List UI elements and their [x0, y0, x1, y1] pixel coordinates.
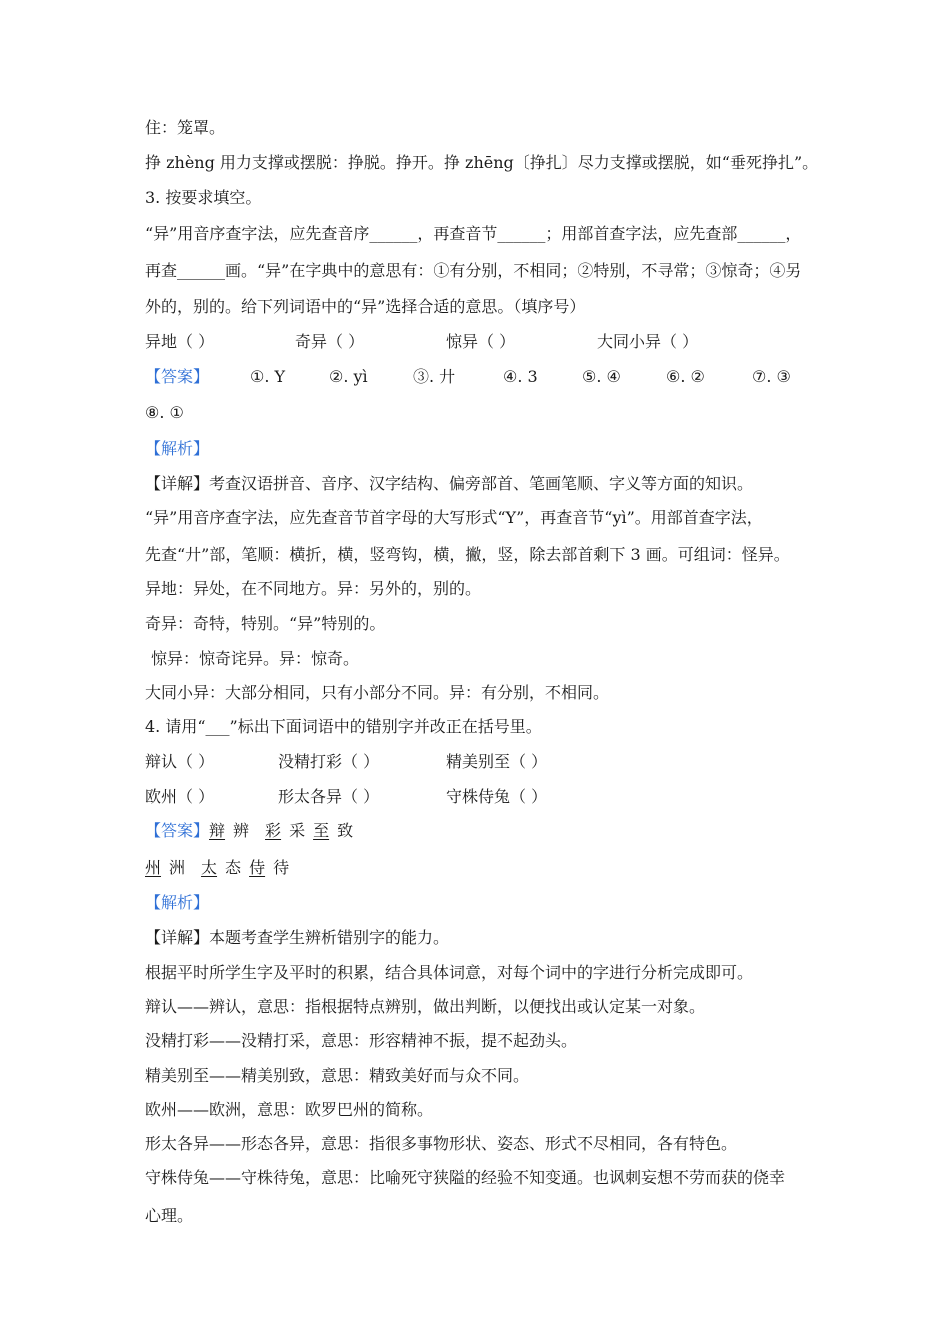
text-line: 辩认——辨认，意思：指根据特点辨别，做出判断，以便找出或认定某一对象。 — [145, 997, 706, 1016]
answer-item: ④. 3 — [503, 367, 538, 386]
text-line: 大同小异：大部分相同，只有小部分不同。异：有分别，不相同。 — [145, 683, 610, 702]
q4-word: 没精打彩（ ） — [278, 752, 380, 771]
text-line: 根据平时所学生字及平时的积累，结合具体词意，对每个词中的字进行分析完成即可。 — [145, 963, 754, 982]
analysis-tag: 【解析】 — [145, 893, 210, 912]
text-line: 先查“廾”部，笔顺：横折，横，竖弯钩，横，撇，竖，除去部首剩下 3 画。可组词：怪异。 — [145, 545, 790, 564]
q4-answer-line — [145, 821, 353, 841]
text-line: “异”用音序查字法，应先查音节首字母的大写形式“Y”，再查音节“yì”。用部首查字法， — [145, 508, 763, 527]
q4-answer-line — [145, 858, 289, 878]
wrong-char: 侍 — [249, 858, 266, 877]
answer-item: ②. yì — [329, 367, 368, 386]
text-line: 心理。 — [145, 1206, 194, 1225]
wrong-char: 太 — [201, 858, 218, 877]
text-line: 欧州——欧洲，意思：欧罗巴州的简称。 — [145, 1100, 434, 1119]
detail-text: 考查汉语拼音、音序、汉字结构、偏旁部首、笔画笔顺、字义等方面的知识。 — [209, 474, 754, 493]
detail-tag: 【详解】 — [145, 928, 210, 947]
answer-item: ⑦. ③ — [752, 367, 791, 386]
q4-word: 辩认（ ） — [145, 752, 215, 771]
analysis-tag: 【解析】 — [145, 439, 210, 458]
text-line: 外的，别的。给下列词语中的“异”选择合适的意思。（填序号） — [145, 297, 586, 316]
q4-word: 守株侍兔（ ） — [446, 787, 548, 806]
q4-word-row — [145, 787, 745, 807]
correct-char: 待 — [273, 858, 290, 877]
text-line: 精美别至——精美别致，意思：精致美好而与众不同。 — [145, 1066, 530, 1085]
wrong-char: 辩 — [209, 821, 226, 840]
detail-line — [145, 928, 449, 948]
text-line: 住：笼罩。 — [145, 118, 226, 137]
q3-word: 奇异（ ） — [295, 332, 365, 351]
q4-word: 形太各异（ ） — [278, 787, 380, 806]
q4-word-row — [145, 752, 745, 772]
text-line: 异地：异处，在不同地方。异：另外的，别的。 — [145, 579, 482, 598]
wrong-char: 彩 — [265, 821, 282, 840]
answer-item: ⑧. ① — [145, 403, 184, 422]
correct-char: 态 — [225, 858, 242, 877]
text-line: 奇异：奇特，特别。“异”特别的。 — [145, 614, 386, 633]
detail-tag: 【详解】 — [145, 474, 210, 493]
text-line: “异”用音序查字法，应先查音序______，再查音节______；用部首查字法，应先查部______， — [145, 224, 802, 243]
correct-char: 致 — [337, 821, 354, 840]
text-line: 挣 zhèng 用力支撑或摆脱：挣脱。挣开。挣 zhēng〔挣扎〕尽力支撑或摆脱，如“垂死挣扎”。 — [145, 153, 819, 172]
q4-word: 精美别至（ ） — [446, 752, 548, 771]
text-line: 守株侍兔——守株待兔，意思：比喻死守狭隘的经验不知变通。也讽刺妄想不劳而获的侥幸 — [145, 1168, 786, 1187]
text-line: 没精打彩——没精打采，意思：形容精神不振，提不起劲头。 — [145, 1031, 578, 1050]
q3-answer-row — [145, 367, 845, 387]
answer-item: ⑥. ② — [666, 367, 705, 386]
wrong-char: 州 — [145, 858, 162, 877]
correct-char: 采 — [289, 821, 306, 840]
correct-char: 洲 — [169, 858, 186, 877]
text-line: 形太各异——形态各异，意思：指很多事物形状、姿态、形式不尽相同，各有特色。 — [145, 1134, 738, 1153]
detail-text: 本题考查学生辨析错别字的能力。 — [209, 928, 450, 947]
text-line: 再查______画。“异”在字典中的意思有：①有分别，不相同；②特别，不寻常；③惊奇；④另 — [145, 261, 802, 280]
question-4-title: 4. 请用“___”标出下面词语中的错别字并改正在括号里。 — [145, 717, 542, 736]
question-3-title: 3. 按要求填空。 — [145, 188, 262, 207]
q4-word: 欧州（ ） — [145, 787, 215, 806]
q3-word: 惊异（ ） — [446, 332, 516, 351]
q3-word: 大同小异（ ） — [597, 332, 699, 351]
correct-char: 辨 — [233, 821, 250, 840]
answer-item: ①. Y — [250, 367, 286, 386]
answer-tag: 【答案】 — [145, 821, 210, 840]
answer-item: ⑤. ④ — [582, 367, 621, 386]
q3-word: 异地（ ） — [145, 332, 215, 351]
text-line: 惊异：惊奇诧异。异：惊奇。 — [151, 649, 360, 668]
answer-tag: 【答案】 — [145, 367, 210, 386]
detail-line — [145, 474, 753, 494]
answer-item: ③. 廾 — [413, 367, 456, 386]
q3-word-row — [145, 332, 845, 352]
wrong-char: 至 — [313, 821, 330, 840]
